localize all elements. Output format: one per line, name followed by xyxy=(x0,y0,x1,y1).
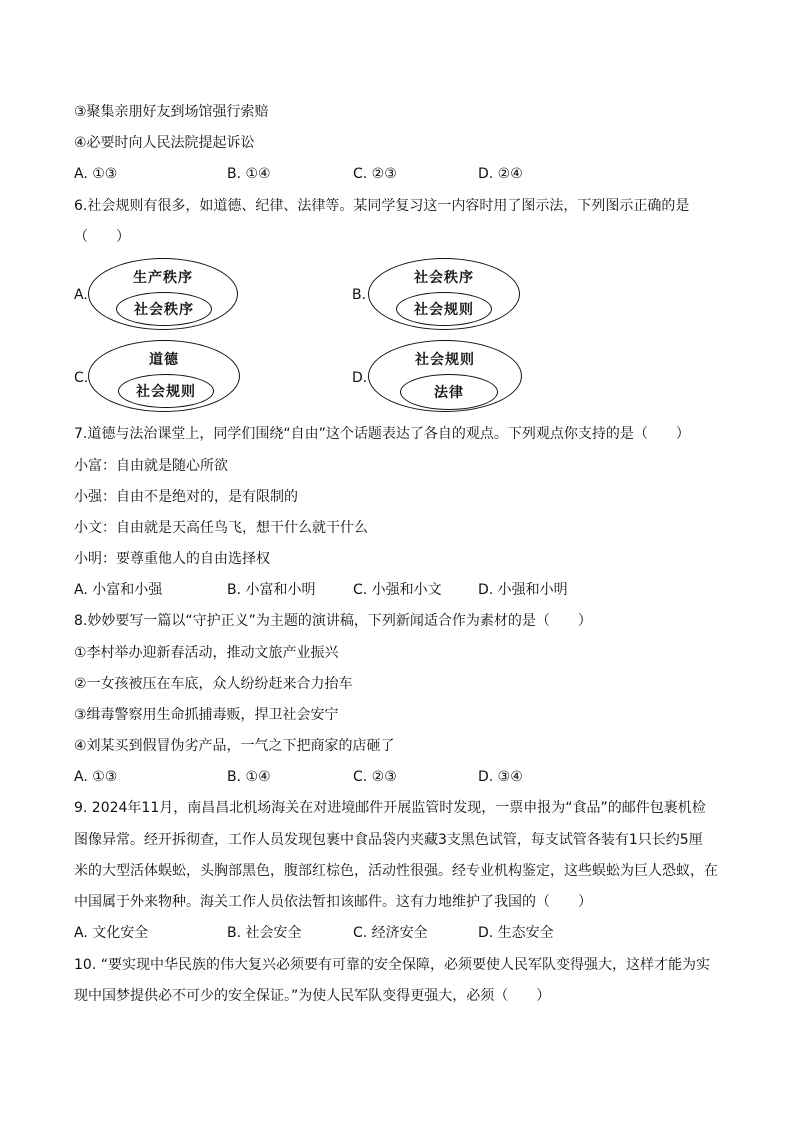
q6-option-d-label[interactable]: D. xyxy=(352,370,368,386)
q7-view-4: 小明：要尊重他人的自由选择权 xyxy=(74,551,270,567)
q5-option-c[interactable]: C. ②③ xyxy=(353,166,397,182)
q5-option-b[interactable]: B. ①④ xyxy=(227,166,271,182)
q7-option-a[interactable]: A. 小富和小强 xyxy=(74,582,163,598)
q9-option-c[interactable]: C. 经济安全 xyxy=(353,925,428,941)
q5-options xyxy=(74,164,734,184)
q8-option-a[interactable]: A. ①③ xyxy=(74,769,118,785)
q6-diagram-a-outer-text: 生产秩序 xyxy=(133,270,193,286)
q10-line-1: 10. “要实现中华民族的伟大复兴必须要有可靠的安全保障，必须要使人民军队变得强大，这样才能为实 xyxy=(74,957,710,973)
q7-options xyxy=(74,580,734,600)
q6-diagram-d-inner xyxy=(400,374,498,410)
q9-option-d[interactable]: D. 生态安全 xyxy=(478,925,554,941)
q6-diagram-c-inner xyxy=(118,374,214,408)
q8-item-2: ②一女孩被压在车底，众人纷纷赶来合力抬车 xyxy=(74,676,353,692)
q9-line-2: 图像异常。经开拆彻查，工作人员发现包裹中食品袋内夹藏3支黑色试管，每支试管各装有1只长约5厘 xyxy=(74,832,703,848)
q7-view-1: 小富：自由就是随心所欲 xyxy=(74,458,228,474)
q10-line-2: 现中国梦提供必不可少的安全保证。”为使人民军队变得更强大，必须（ ） xyxy=(74,988,551,1004)
q5-option-a[interactable]: A. ①③ xyxy=(74,166,118,182)
q8-option-c[interactable]: C. ②③ xyxy=(353,769,397,785)
q6-option-b-label[interactable]: B. xyxy=(352,287,367,303)
q7-view-3: 小文：自由就是天高任鸟飞，想干什么就干什么 xyxy=(74,520,368,536)
q6-diagram-c-outer-text: 道德 xyxy=(149,352,179,368)
q7-option-c[interactable]: C. 小强和小文 xyxy=(353,582,442,598)
q6-stem: 6.社会规则有很多，如道德、纪律、法律等。某同学复习这一内容时用了图示法，下列图示正确的是 xyxy=(74,198,690,214)
q8-item-1: ①李村举办迎新春活动，推动文旅产业振兴 xyxy=(74,645,339,661)
q9-line-4: 中国属于外来物种。海关工作人员依法暂扣该邮件。这有力地维护了我国的（ ） xyxy=(74,894,592,910)
q9-options xyxy=(74,923,734,943)
q9-line-1: 9. 2024年11月，南昌昌北机场海关在对进境邮件开展监管时发现，一票申报为“食品”的邮件包裹机检 xyxy=(74,800,706,816)
q6-diagram-a-inner-text: 社会秩序 xyxy=(134,302,194,318)
q6-bracket: （ ） xyxy=(74,229,130,245)
q9-option-a[interactable]: A. 文化安全 xyxy=(74,925,149,941)
q7-option-b[interactable]: B. 小富和小明 xyxy=(227,582,316,598)
q6-diagram-d-inner-text: 法律 xyxy=(434,385,464,401)
q6-option-c-label[interactable]: C. xyxy=(74,370,89,386)
q6-diagram-b-inner-text: 社会规则 xyxy=(414,302,474,318)
q8-stem: 8.妙妙要写一篇以“守护正义”为主题的演讲稿，下列新闻适合作为素材的是（ ） xyxy=(74,613,592,629)
q7-option-d[interactable]: D. 小强和小明 xyxy=(478,582,568,598)
q9-line-3: 米的大型活体蜈蚣，头胸部黑色，腹部红棕色，活动性很强。经专业机构鉴定，这些蜈蚣为巨人恐蚁，在 xyxy=(74,863,718,879)
statement-4: ④必要时向人民法院提起诉讼 xyxy=(74,135,255,151)
q7-stem: 7.道德与法治课堂上，同学们围绕“自由”这个话题表达了各自的观点。下列观点你支持的是（ ） xyxy=(74,426,690,442)
q8-options xyxy=(74,767,734,787)
q6-diagram-d-outer-text: 社会规则 xyxy=(415,352,475,368)
q9-option-b[interactable]: B. 社会安全 xyxy=(227,925,302,941)
q5-option-d[interactable]: D. ②④ xyxy=(478,166,523,182)
q8-option-b[interactable]: B. ①④ xyxy=(227,769,271,785)
statement-3: ③聚集亲朋好友到场馆强行索赔 xyxy=(74,104,269,120)
q8-item-4: ④刘某买到假冒伪劣产品，一气之下把商家的店砸了 xyxy=(74,738,395,754)
q8-item-3: ③缉毒警察用生命抓捕毒贩，捍卫社会安宁 xyxy=(74,707,339,723)
q6-diagram-a-inner xyxy=(116,292,212,326)
q8-option-d[interactable]: D. ③④ xyxy=(478,769,523,785)
q6-diagram-b-inner xyxy=(396,292,492,326)
q7-view-2: 小强：自由不是绝对的，是有限制的 xyxy=(74,489,298,505)
q6-diagram-c-inner-text: 社会规则 xyxy=(136,384,196,400)
q6-option-a-label[interactable]: A. xyxy=(74,287,88,303)
q6-diagram-b-outer-text: 社会秩序 xyxy=(414,270,474,286)
